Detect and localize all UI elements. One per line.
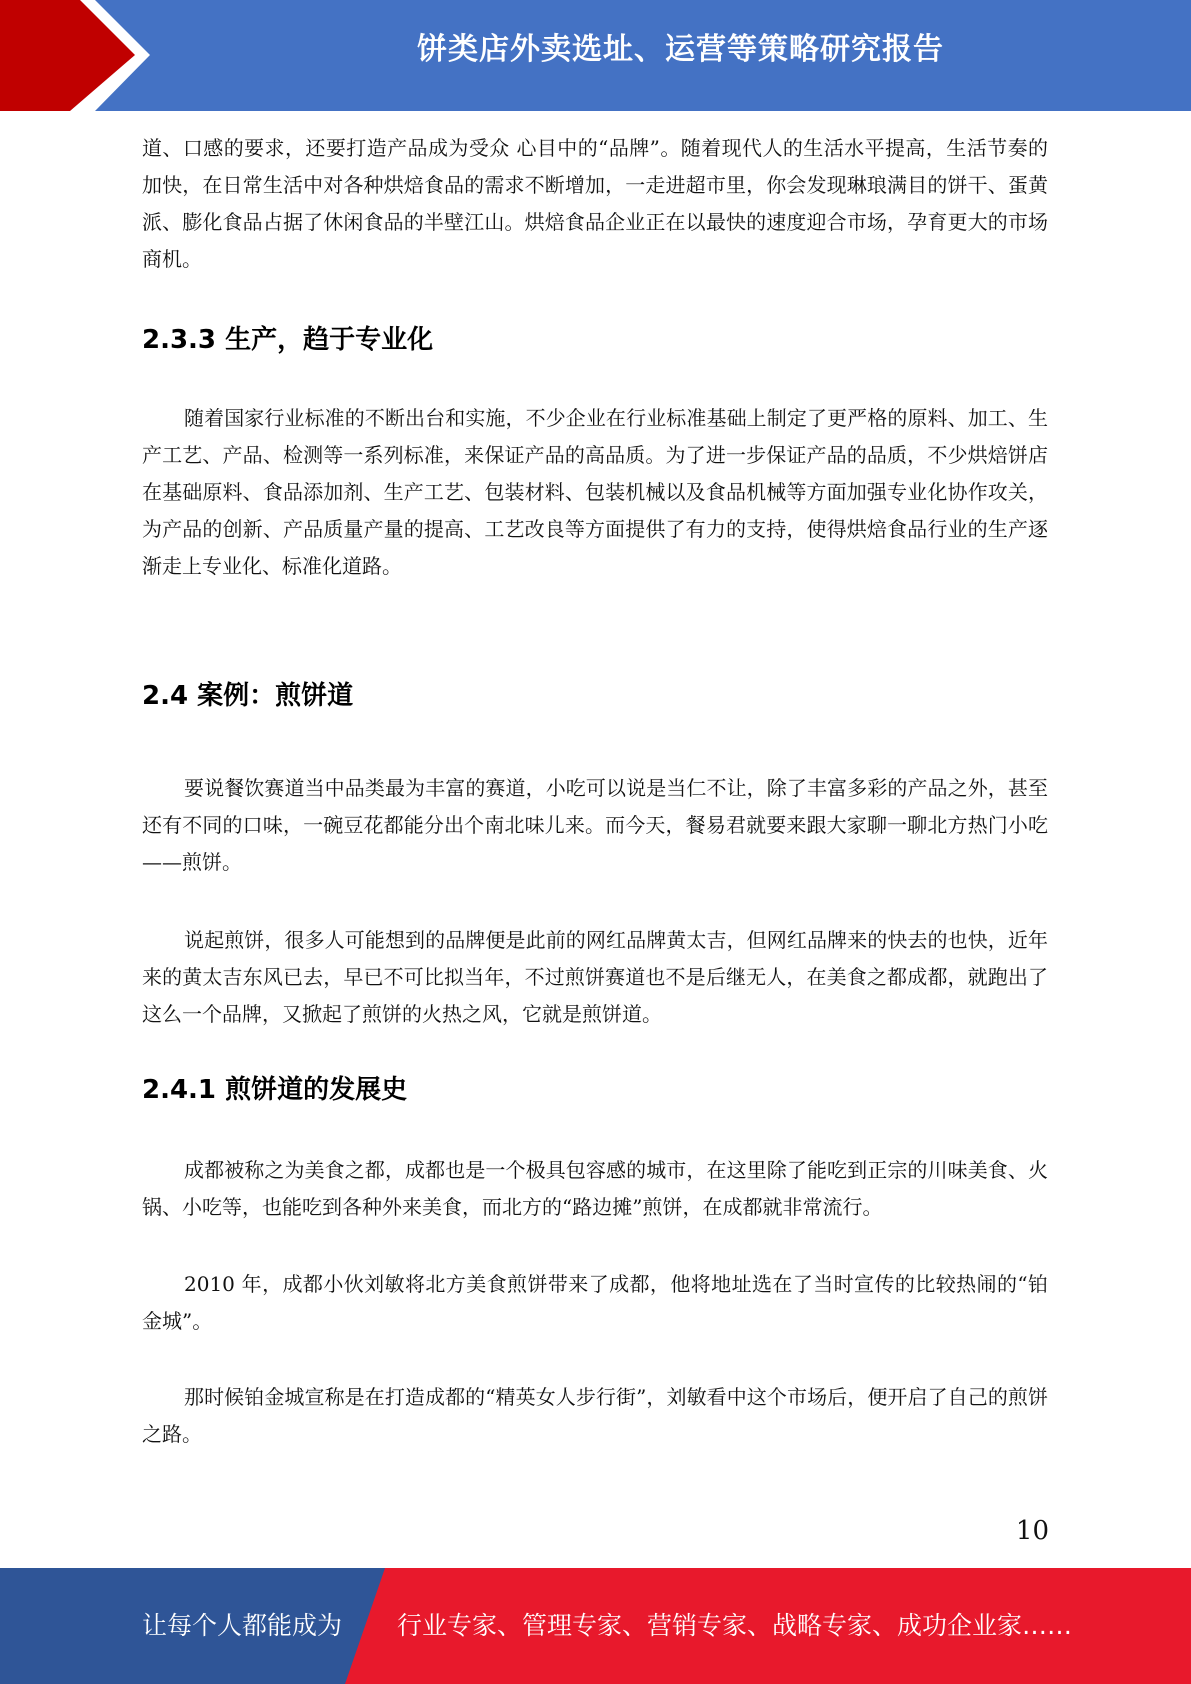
heading-2-3-3: 2.3.3 生产，趋于专业化: [142, 325, 434, 355]
paragraph-2-4-1-a: 成都被称之为美食之都，成都也是一个极具包容感的城市，在这里除了能吃到正宗的川味美食、火锅、小吃等，也能吃到各种外来美食，而北方的“路边摊”煎饼，在成都就非常流行。: [142, 1158, 1048, 1219]
paragraph-2-4-a: 要说餐饮赛道当中品类最为丰富的赛道，小吃可以说是当仁不让，除了丰富多彩的产品之外，甚至还有不同的口味，一碗豆花都能分出个南北味儿来。而今天，餐易君就要来跟大家聊一聊北方热门小吃——煎饼。: [142, 776, 1048, 874]
page-header: [0, 0, 1191, 111]
paragraph-2-4-1-b: 2010 年，成都小伙刘敏将北方美食煎饼带来了成都，他将地址选在了当时宣传的比较热闹的“铂金城”。: [142, 1272, 1048, 1333]
page-number: 10: [1015, 1516, 1049, 1546]
paragraph-2-4-b: 说起煎饼，很多人可能想到的品牌便是此前的网红品牌黄太吉，但网红品牌来的快去的也快，近年来的黄太吉东风已去，早已不可比拟当年，不过煎饼赛道也不是后继无人，在美食之都成都，就跑出了这么一个品牌，又掀起了煎饼的火热之风，它就是煎饼道。: [142, 928, 1048, 1026]
intro-paragraph: 道、口感的要求，还要打造产品成为受众 心目中的“品牌”。随着现代人的生活水平提高，生活节奏的加快，在日常生活中对各种烘焙食品的需求不断增加，一走进超市里，你会发现琳琅满目的饼干、蛋黄派、膨化食品占据了休闲食品的半壁江山。烘焙食品企业正在以最快的速度迎合市场，孕育更大的市场商机。: [142, 136, 1048, 271]
footer-slogan-left: 让每个人都能成为: [142, 1611, 343, 1640]
heading-2-4-1: 2.4.1 煎饼道的发展史: [142, 1075, 408, 1105]
page-footer: [0, 1568, 1191, 1684]
paragraph-2-4-1-c: 那时候铂金城宣称是在打造成都的“精英女人步行街”，刘敏看中这个市场后，便开启了自己的煎饼之路。: [142, 1385, 1048, 1446]
header-arrow-icon: [0, 0, 150, 111]
paragraph-2-3-3: 随着国家行业标准的不断出台和实施，不少企业在行业标准基础上制定了更严格的原料、加工、生产工艺、产品、检测等一系列标准，来保证产品的高品质。为了进一步保证产品的品质，不少烘焙饼店在基础原料、食品添加剂、生产工艺、包装材料、包装机械以及食品机械等方面加强专业化协作攻关，为产品的创新、产品质量产量的提高、工艺改良等方面提供了有力的支持，使得烘焙食品行业的生产逐渐走上专业化、标准化道路。: [142, 406, 1048, 578]
footer-slogan-right: 行业专家、管理专家、营销专家、战略专家、成功企业家……: [397, 1611, 1073, 1640]
heading-2-4: 2.4 案例：煎饼道: [142, 681, 354, 711]
header-title: 饼类店外卖选址、运营等策略研究报告: [417, 32, 944, 67]
